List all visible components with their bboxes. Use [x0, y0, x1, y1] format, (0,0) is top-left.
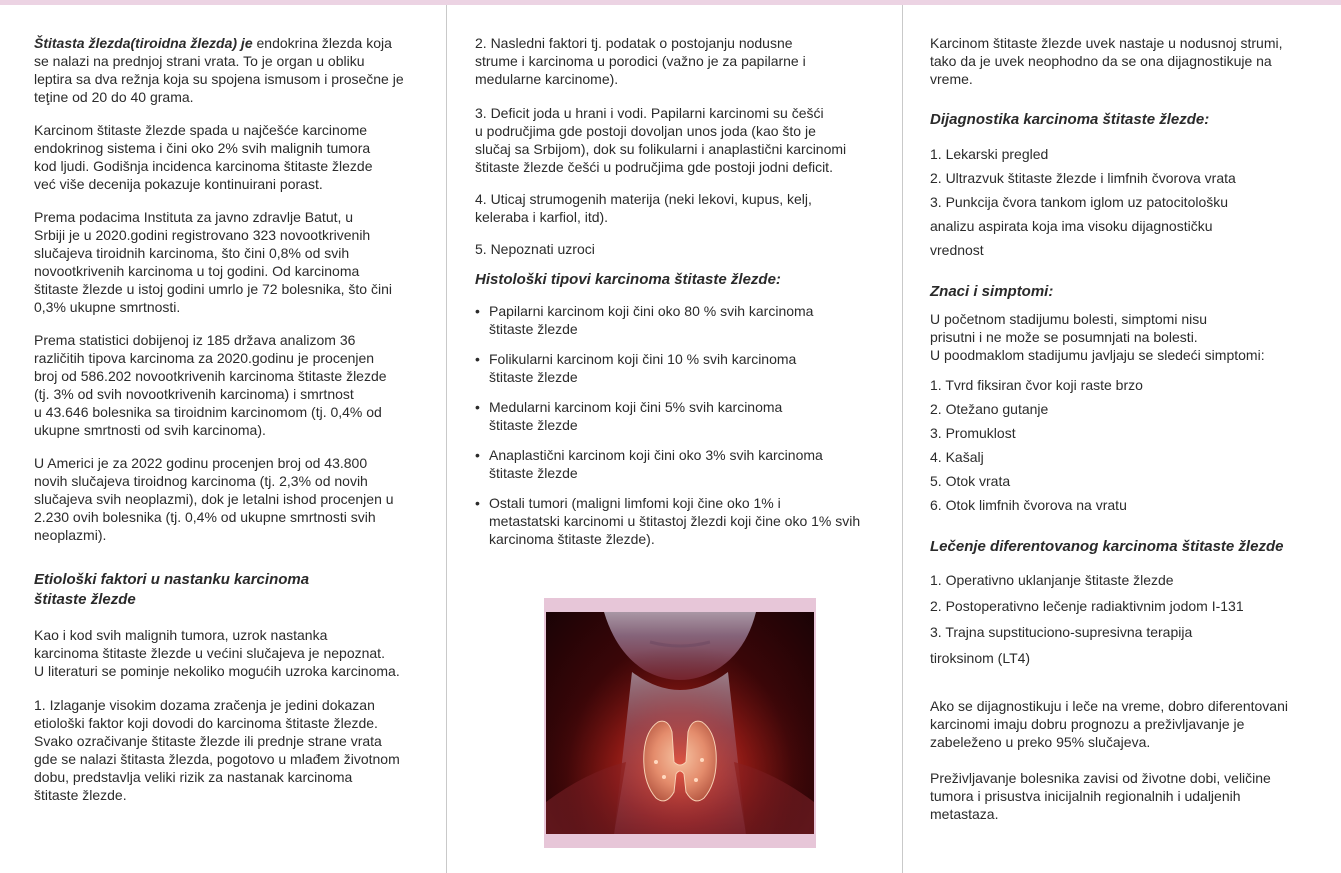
hereditary-factor-paragraph: 2. Naslednі faktori tj. podatak o postojanju nodusne strume i karcinoma u porodici (važno je za papilarne i medularne karcinome).	[475, 35, 806, 87]
bullet-icon: •	[475, 447, 480, 463]
histology-type-follicular: Folikularni karcinom koji čini 10 % svih karcinoma štitaste žlezde	[489, 351, 797, 385]
histology-type-other: Ostali tumori (maligni limfomi koji čine oko 1% i metastatski karcinomi u štitastoj žlezdi koji čine oko 1% svih karcinoma štitaste žlezde).	[489, 495, 861, 547]
symptoms-heading: Znaci i simptomi:	[930, 283, 1054, 300]
column-divider-right	[902, 5, 903, 873]
list-item: 1. Lekarski pregled	[930, 146, 1049, 162]
diagnostics-heading: Dijagnostika karcinoma štitaste žlezde:	[930, 111, 1210, 128]
usa-stats-paragraph: U Americi je za 2022 godinu procenjen broj od 43.800 novih slučajeva tiroidnog karcinoma (tj. 2,3% od novih slučajeva svih neoplazmi), dok je letalni ishod procenjen u 2.230 ovih bolesnika (tj. 0,4% od ukupne smrtnosti svih neoplazmi).	[34, 455, 394, 543]
intro-text: endokrina žlezda koja se nalazi na prednjoj strani vrata. To je organ u obliku leptira sa dva režnja koja su spojena ismusom i prosečne je teţine od 20 do 40 grama.	[34, 35, 404, 105]
symptoms-intro-paragraph: U početnom stadijumu bolesti, simptomi nisu prisutni i ne može se posumnjati na bolesti. U poodmaklom stadijumu javljaju se sledeći simptomi:	[930, 311, 1265, 363]
iodine-factor-paragraph: 3. Deficit joda u hrani i vodi. Papilarni karcinomi su češći u područjima gde postoji dovoljan unos joda (kao što je slučaj sa Srbijom), dok su folikularni i anaplastični karcinomi štitaste žlezde češći u područjima gde postoji jodni deficit.	[475, 105, 847, 175]
bullet-icon: •	[475, 399, 480, 415]
intro-term: Štitasta žlezda(tiroidna žlezda) je	[34, 35, 253, 51]
list-item: 6. Otok limfnih čvorova na vratu	[930, 497, 1127, 513]
list-item: 3. Promuklost	[930, 425, 1016, 441]
global-stats-paragraph: Prema statistici dobijenoj iz 185 država analizom 36 različitih tipova karcinoma za 2020.godinu je procenjen broj od 586.202 novootkrivenih karcinoma štitaste žlezde (tj. 3% od svih novootkrivenih karcinoma) i smrtnost u 43.646 bolesnika sa tiroidnim karcinomom (tj. 0,4% od ukupne smrtnosti od svih karcinoma).	[34, 332, 387, 438]
list-item: 2. Otežano gutanje	[930, 401, 1049, 417]
list-item	[475, 494, 885, 548]
treatment-list	[930, 567, 1330, 671]
bullet-icon: •	[475, 495, 480, 511]
list-item: 2. Postoperativno lečenje radiaktivnim jodom I-131	[930, 598, 1244, 614]
incidence-paragraph: Karcinom štitaste žlezde spada u najčešće karcinome endokrinog sistema i čini oko 2% svih malignih tumora kod ljudi. Godišnja incidenca karcinoma štitaste žlezde već više decenija pokazuje kontinuirani porast.	[34, 122, 373, 192]
top-accent-bar	[0, 0, 1341, 5]
list-item: 1. Operativno uklanjanje štitaste žlezde	[930, 572, 1174, 588]
bullet-icon: •	[475, 303, 480, 319]
list-item: vrednost	[930, 242, 984, 258]
thyroid-neck-image	[546, 612, 814, 834]
histology-heading: Histološki tipovi karcinoma štitaste žlezde:	[475, 271, 781, 288]
list-item	[475, 350, 885, 386]
etiology-intro-paragraph: Kao i kod svih malignih tumora, uzrok nastanka karcinoma štitaste žlezde u većini slučajeva je nepoznat. U literaturi se pominje nekoliko mogućih uzroka karcinoma.	[34, 627, 400, 679]
histology-type-anaplastic: Anaplastični karcinom koji čini oko 3% svih karcinoma štitaste žlezde	[489, 447, 823, 481]
intro-paragraph	[34, 34, 434, 106]
histology-list	[475, 302, 885, 548]
list-item: 1. Tvrd fiksiran čvor koji raste brzo	[930, 377, 1143, 393]
survival-paragraph: Preživljavanje bolesnika zavisi od životne dobi, veličine tumora i prisustva inicijalnih regionalnih i udaljenih metastaza.	[930, 770, 1271, 822]
symptoms-list	[930, 373, 1330, 517]
diagnostics-list	[930, 142, 1330, 262]
bullet-icon: •	[475, 351, 480, 367]
list-item: 3. Trajna supstituciono-supresivna terapija	[930, 624, 1193, 640]
strumogen-factor-paragraph: 4. Uticaj strumogenih materija (neki lekovi, kupus, kelj, keleraba i karfiol, itd).	[475, 191, 812, 225]
list-item	[475, 398, 885, 434]
radiation-factor-paragraph: 1. Izlaganje visokim dozama zračenja je jedini dokazan etiološki faktor koji dovodi do karcinoma štitaste žlezde. Svako ozračivanje štitaste žlezde ili prednje strane vrata gde se nalazi štitasta žlezda, pogotovo u mlađem životnom dobu, predstavlja veliki rizik za nastanak karcinoma štitaste žlezde.	[34, 697, 400, 803]
list-item: analizu aspirata koja ima visoku dijagnostičku	[930, 218, 1213, 234]
list-item: 5. Otok vrata	[930, 473, 1011, 489]
unknown-causes-paragraph: 5. Nepoznati uzroci	[475, 241, 595, 257]
histology-type-papillary: Papilarni karcinom koji čini oko 80 % svih karcinoma štitaste žlezde	[489, 303, 814, 337]
column-left	[34, 34, 434, 804]
list-item: 4. Kašalj	[930, 449, 984, 465]
thyroid-illustration	[546, 612, 814, 834]
thyroid-illustration-frame	[544, 598, 816, 848]
histology-type-medullary: Medularni karcinom koji čini 5% svih karcinoma štitaste žlezde	[489, 399, 783, 433]
column-right	[930, 34, 1330, 823]
nodular-goiter-paragraph: Karcinom štitaste žlezde uvek nastaje u nodusnoj strumi, tako da je uvek neophodno da se ona dijagnostikuje na vreme.	[930, 35, 1283, 87]
prognosis-paragraph: Ako se dijagnostikuju i leče na vreme, dobro diferentovani karcinomi imaju dobru prognozu a preživljavanje je zabeleženo u preko 95% slučajeva.	[930, 698, 1288, 750]
list-item: 2. Ultrazvuk štitaste žlezde i limfnih čvorova vrata	[930, 170, 1236, 186]
list-item	[475, 446, 885, 482]
treatment-heading: Lečenje diferentovanog karcinoma štitaste žlezde	[930, 538, 1284, 555]
column-middle	[475, 34, 885, 548]
column-divider-left	[446, 5, 447, 873]
list-item: 3. Punkcija čvora tankom iglom uz patocitološku	[930, 194, 1229, 210]
etiology-heading: Etiološki faktori u nastanku karcinoma štitaste žlezde	[34, 571, 310, 608]
list-item: tiroksinom (LT4)	[930, 650, 1031, 666]
serbia-stats-paragraph: Prema podacima Instituta za javno zdravlje Batut, u Srbiji je u 2020.godini registrovano 323 novootkrivenih slučajeva tiroidnih karcinoma, što čini 0,8% od svih novootkrivenih karcinoma u toj godini. Od karcinoma štitaste žlezde u istoj godini umrlo je 72 bolesnika, što čini 0,3% ukupne smrtnosti.	[34, 209, 392, 315]
list-item	[475, 302, 885, 338]
